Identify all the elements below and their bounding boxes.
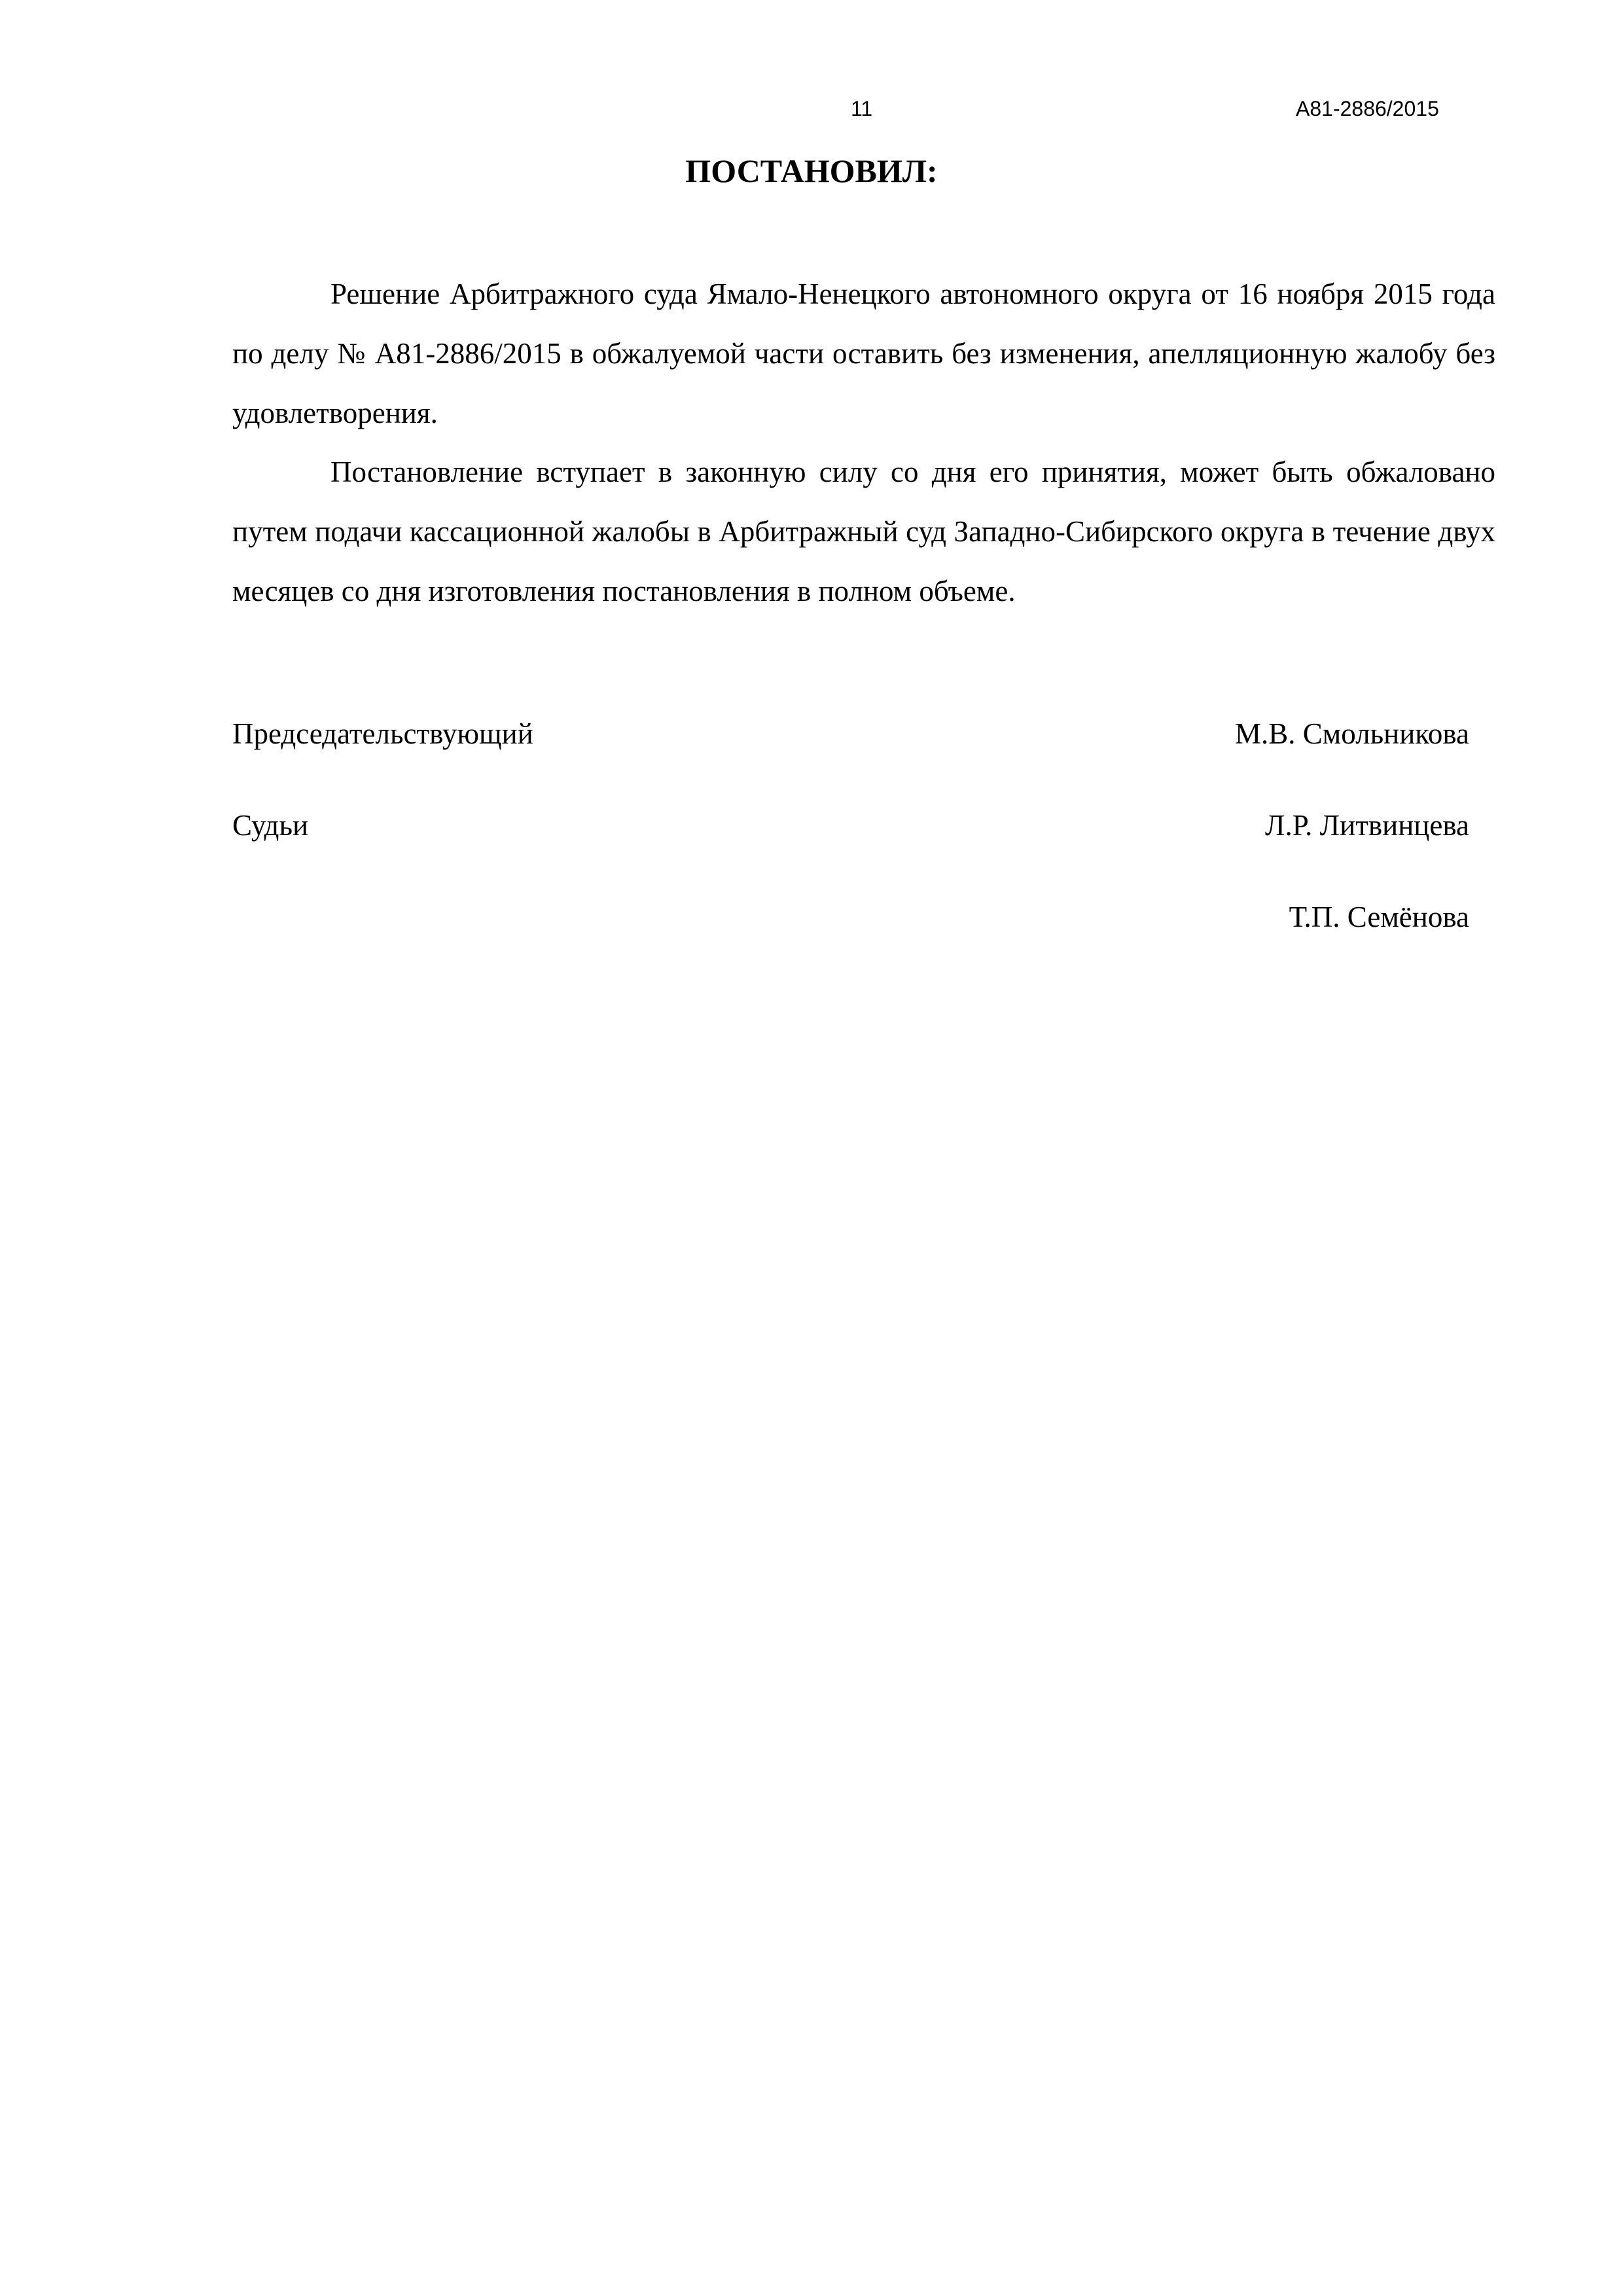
judge-name: Т.П. Семёнова — [1289, 901, 1469, 933]
presiding-label: Председательствующий — [232, 717, 533, 750]
page-number: 11 — [851, 97, 873, 120]
judge-name: Л.Р. Литвинцева — [1264, 809, 1469, 842]
presiding-name: М.В. Смольникова — [1234, 717, 1469, 750]
decision-paragraph — [232, 264, 1495, 443]
judges-label: Судьи — [232, 809, 309, 842]
paragraph-text: Решение Арбитражного суда Ямало-Ненецкого автономного округа от 16 ноября 2015 года по делу № А81-2886/2015 в обжалуемой части оставить без изменения, апелляционную жалобу без удовлетворения. — [232, 278, 1495, 429]
appeal-paragraph — [232, 442, 1495, 621]
resolution-title: ПОСТАНОВИЛ: — [685, 152, 938, 189]
case-number-header: А81-2886/2015 — [1296, 97, 1439, 120]
paragraph-text: Постановление вступает в законную силу со дня его принятия, может быть обжаловано путем подачи кассационной жалобы в Арбитражный суд Западно-Сибирского округа в течение двух месяцев со дня изготовления постановления в полном объеме. — [232, 456, 1495, 607]
